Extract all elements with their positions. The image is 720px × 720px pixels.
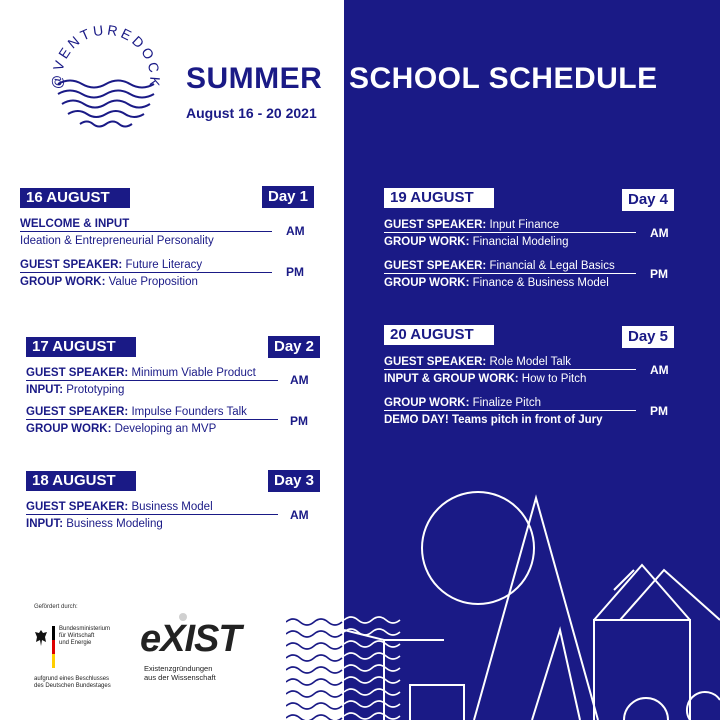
divider [384, 273, 636, 274]
logo-brand-text: @VENTUREDOCK [48, 22, 164, 90]
svg-text:@VENTUREDOCK [49, 22, 164, 90]
funded-by-label: Gefördert durch: [34, 604, 78, 610]
page-title-left: SUMMER [186, 62, 323, 95]
day-date: 20 AUGUST [384, 325, 494, 345]
time-slot: PM [286, 265, 304, 279]
day-badge: Day 2 [268, 336, 320, 358]
page-title-right: SCHOOL SCHEDULE [349, 62, 658, 95]
day-badge: Day 1 [262, 186, 314, 208]
divider [26, 514, 278, 515]
schedule-line: GROUP WORK: Value Proposition [20, 276, 198, 288]
schedule-line: INPUT: Prototyping [26, 384, 125, 396]
time-slot: PM [650, 267, 668, 281]
schedule-line: GUEST SPEAKER: Input Finance [384, 219, 560, 231]
eagle-icon [34, 628, 48, 648]
divider [20, 231, 272, 232]
day-badge: Day 4 [622, 189, 674, 211]
time-slot: AM [290, 508, 309, 522]
ministry-name: Bundesministerium für Wirtschaft und Energie [59, 626, 111, 646]
divider [384, 410, 636, 411]
exist-logo-text: eXIST [140, 618, 241, 660]
date-range: August 16 - 20 2021 [186, 105, 317, 121]
schedule-line: Ideation & Entrepreneurial Personality [20, 235, 214, 247]
exist-logo [140, 612, 260, 692]
day-badge: Day 5 [622, 326, 674, 348]
schedule-line: GUEST SPEAKER: Financial & Legal Basics [384, 260, 615, 272]
divider [26, 419, 278, 420]
schedule-line: WELCOME & INPUT [20, 218, 130, 230]
wave-decoration [286, 612, 344, 720]
day-date: 17 AUGUST [26, 337, 136, 357]
time-slot: AM [290, 373, 309, 387]
schedule-line: GUEST SPEAKER: Business Model [26, 501, 213, 513]
schedule-line: GUEST SPEAKER: Role Model Talk [384, 356, 572, 368]
ministry-logo [34, 622, 144, 692]
time-slot: AM [650, 363, 669, 377]
divider [26, 380, 278, 381]
day-date: 18 AUGUST [26, 471, 136, 491]
exist-subtitle: Existenzgründungen aus der Wissenschaft [144, 664, 216, 682]
schedule-line: INPUT & GROUP WORK: How to Pitch [384, 373, 587, 385]
divider [384, 232, 636, 233]
schedule-line: INPUT: Business Modeling [26, 518, 163, 530]
schedule-line: GROUP WORK: Finalize Pitch [384, 397, 541, 409]
day-date: 16 AUGUST [20, 188, 130, 208]
schedule-line: GROUP WORK: Financial Modeling [384, 236, 569, 248]
flag-icon [52, 626, 55, 668]
divider [20, 272, 272, 273]
schedule-line: GUEST SPEAKER: Impulse Founders Talk [26, 406, 247, 418]
day-date: 19 AUGUST [384, 188, 494, 208]
time-slot: PM [650, 404, 668, 418]
city-illustration [344, 470, 720, 720]
venturedock-logo [36, 22, 176, 132]
schedule-line: GROUP WORK: Finance & Business Model [384, 277, 609, 289]
time-slot: PM [290, 414, 308, 428]
schedule-line: GUEST SPEAKER: Future Literacy [20, 259, 203, 271]
divider [384, 369, 636, 370]
day-badge: Day 3 [268, 470, 320, 492]
time-slot: AM [286, 224, 305, 238]
ministry-footer: aufgrund eines Beschlusses des Deutschen Bundestages [34, 676, 111, 689]
schedule-line: GROUP WORK: Developing an MVP [26, 423, 217, 435]
schedule-line: GUEST SPEAKER: Minimum Viable Product [26, 367, 256, 379]
schedule-line: DEMO DAY! Teams pitch in front of Jury [384, 414, 603, 426]
time-slot: AM [650, 226, 669, 240]
